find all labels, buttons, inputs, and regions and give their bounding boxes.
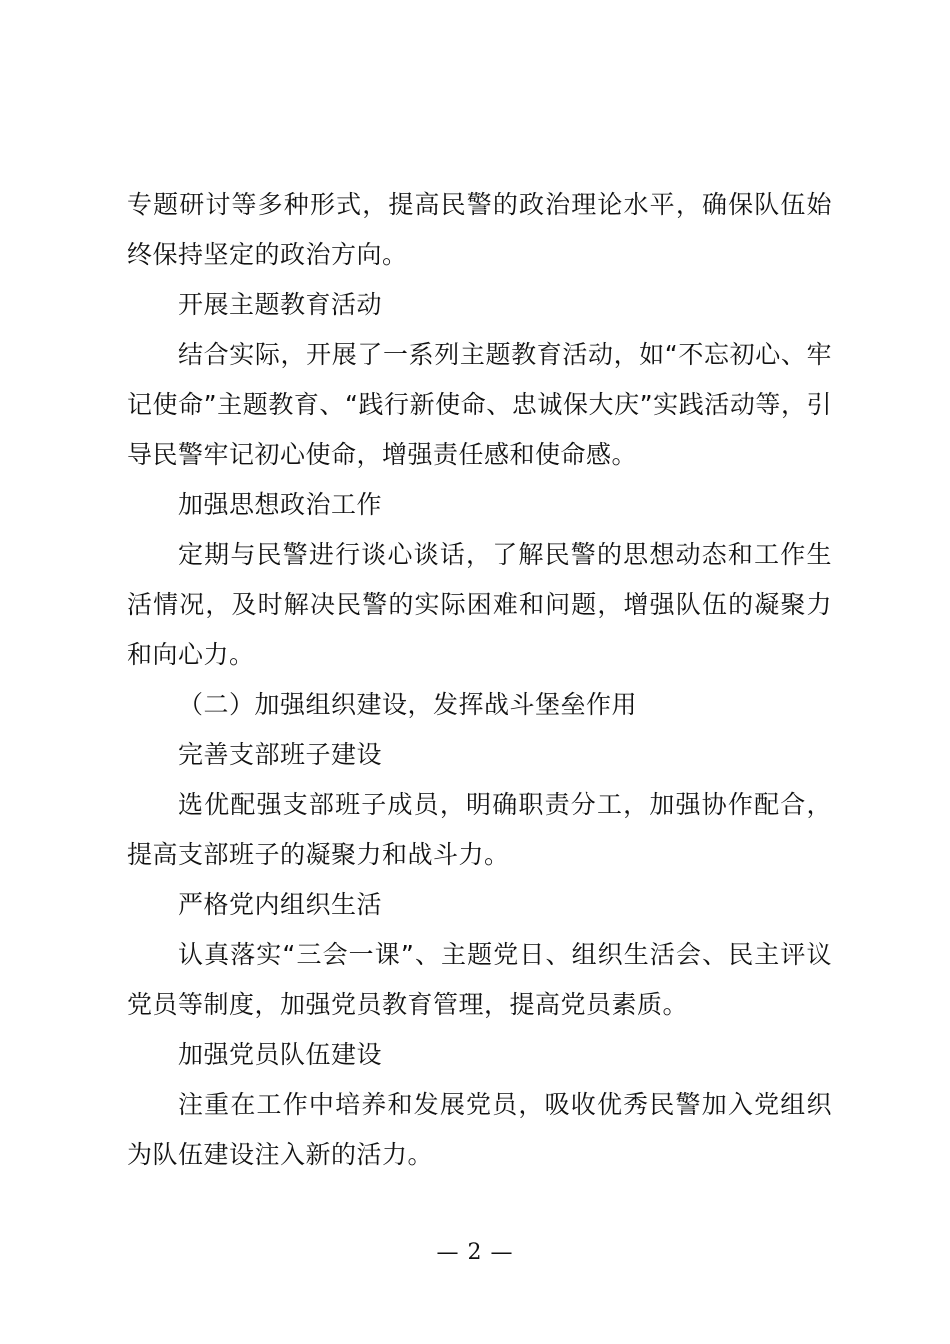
paragraph: 结合实际，开展了一系列主题教育活动，如“不忘初心、牢记使命”主题教育、“践行新使命、忠诚保大庆”实践活动等，引导民警牢记初心使命，增强责任感和使命感。 [127, 340, 832, 469]
section-heading: 严格党内组织生活 [178, 890, 383, 919]
paragraph: 选优配强支部班子成员，明确职责分工，加强协作配合，提高支部班子的凝聚力和战斗力。 [127, 790, 832, 869]
section-heading: 完善支部班子建设 [178, 740, 383, 769]
chapter-heading: （二）加强组织建设，发挥战斗堡垒作用 [178, 690, 638, 719]
paragraph: 定期与民警进行谈心谈话，了解民警的思想动态和工作生活情况，及时解决民警的实际困难和问题，增强队伍的凝聚力和向心力。 [127, 540, 832, 669]
paragraph: 注重在工作中培养和发展党员，吸收优秀民警加入党组织为队伍建设注入新的活力。 [127, 1090, 832, 1169]
section-heading: 加强党员队伍建设 [178, 1040, 383, 1069]
document-body [127, 180, 832, 1180]
section-heading: 加强思想政治工作 [178, 490, 383, 519]
section-heading: 开展主题教育活动 [178, 290, 383, 319]
paragraph: 认真落实“三会一课”、主题党日、组织生活会、民主评议党员等制度，加强党员教育管理，提高党员素质。 [127, 940, 832, 1019]
page-number: — 2 — [436, 1240, 514, 1265]
paragraph-continuation: 专题研讨等多种形式，提高民警的政治理论水平，确保队伍始终保持坚定的政治方向。 [127, 190, 832, 269]
